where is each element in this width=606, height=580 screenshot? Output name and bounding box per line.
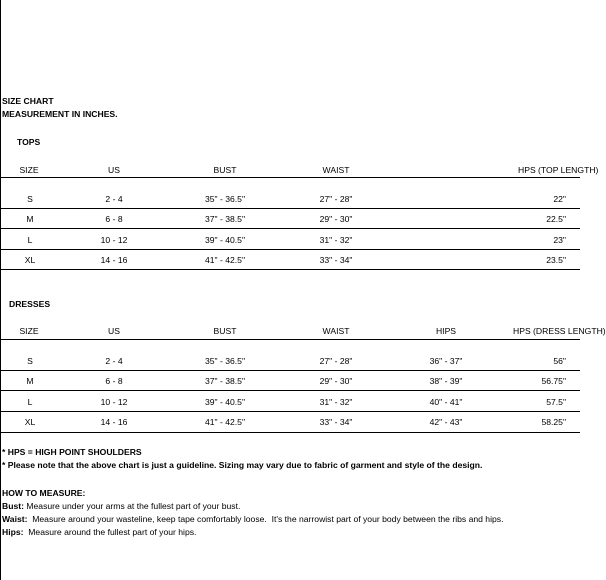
dresses-row-l-us: 10 - 12 xyxy=(100,397,128,407)
dresses-row-xl-hips: 42" - 43" xyxy=(429,417,463,427)
page-title: SIZE CHART xyxy=(2,96,54,106)
tops-row-xl-waist: 33" - 34" xyxy=(319,255,353,265)
dresses-header-us: US xyxy=(108,326,120,336)
tops-row-s-bust: 35" - 36.5" xyxy=(204,194,246,204)
dresses-row-xl-hps: 58.25" xyxy=(541,417,566,427)
tops-row-m-hps: 22.5" xyxy=(546,214,566,224)
dresses-row-rule xyxy=(0,370,580,371)
tops-row-m-waist: 29" - 30" xyxy=(319,214,353,224)
tops-row-s-waist: 27" - 28" xyxy=(319,194,353,204)
dresses-row-xl-bust: 41" - 42.5" xyxy=(204,417,246,427)
measure-waist-term: Waist: xyxy=(2,514,28,524)
tops-row-l-bust: 39" - 40.5" xyxy=(204,235,246,245)
measure-hips-term: Hips: xyxy=(2,527,24,537)
tops-row-l-hps: 23" xyxy=(553,235,566,245)
measure-hips-line xyxy=(2,528,196,537)
dresses-row-l-hips: 40" - 41" xyxy=(429,397,463,407)
tops-header-bust: BUST xyxy=(213,165,237,175)
how-to-measure-title: HOW TO MEASURE: xyxy=(2,488,86,498)
measure-waist-line xyxy=(2,515,503,524)
tops-row-s-us: 2 - 4 xyxy=(105,194,123,204)
dresses-header-hips: HIPS xyxy=(435,326,457,336)
tops-row-s-hps: 22" xyxy=(553,194,566,204)
tops-row-xl-hps: 23.5" xyxy=(546,255,566,265)
dresses-row-xl-waist: 33" - 34" xyxy=(319,417,353,427)
dresses-row-rule xyxy=(0,411,580,412)
dresses-header-waist: WAIST xyxy=(322,326,350,336)
tops-row-l-us: 10 - 12 xyxy=(100,235,128,245)
tops-row-m-size: M xyxy=(26,214,34,224)
measure-hips-text: Measure around the fullest part of your hips. xyxy=(23,527,197,537)
dresses-row-m-hps: 56.75" xyxy=(541,376,566,386)
dresses-table-bottom-rule xyxy=(0,432,580,433)
tops-row-xl-size: XL xyxy=(24,255,36,265)
measure-bust-term: Bust: xyxy=(2,501,24,511)
dresses-row-l-size: L xyxy=(27,397,33,407)
tops-header-us: US xyxy=(108,165,120,175)
guideline-note: * Please note that the above chart is just a guideline. Sizing may vary due to fabric of garment and style of the design. xyxy=(2,460,483,470)
dresses-row-s-hps: 56" xyxy=(553,356,566,366)
tops-header-waist: WAIST xyxy=(322,165,350,175)
dresses-row-s-bust: 35" - 36.5" xyxy=(204,356,246,366)
tops-row-xl-bust: 41" - 42.5" xyxy=(204,255,246,265)
dresses-row-l-hps: 57.5" xyxy=(546,397,566,407)
measure-bust-text: Measure under your arms at the fullest part of your bust. xyxy=(23,501,241,511)
tops-row-s-size: S xyxy=(27,194,33,204)
dresses-header-hps: HPS (DRESS LENGTH) xyxy=(513,326,606,336)
left-border xyxy=(0,0,1,580)
tops-header-hps: HPS (TOP LENGTH) xyxy=(518,165,599,175)
tops-section-label: TOPS xyxy=(17,137,41,147)
tops-table-bottom-rule xyxy=(0,269,580,270)
dresses-row-s-hips: 36" - 37" xyxy=(429,356,463,366)
tops-header-size: SIZE xyxy=(19,165,39,175)
hps-note: * HPS = HIGH POINT SHOULDERS xyxy=(2,447,142,457)
tops-row-rule xyxy=(0,228,580,229)
dresses-row-m-bust: 37" - 38.5" xyxy=(204,376,246,386)
tops-row-rule xyxy=(0,249,580,250)
dresses-header-bust: BUST xyxy=(213,326,237,336)
dresses-header-size: SIZE xyxy=(19,326,39,336)
dresses-row-xl-us: 14 - 16 xyxy=(100,417,128,427)
page-subtitle: MEASUREMENT IN INCHES. xyxy=(2,109,118,119)
dresses-row-l-bust: 39" - 40.5" xyxy=(204,397,246,407)
dresses-row-s-size: S xyxy=(27,356,33,366)
dresses-row-m-size: M xyxy=(26,376,34,386)
tops-row-m-us: 6 - 8 xyxy=(105,214,123,224)
tops-row-m-bust: 37" - 38.5" xyxy=(204,214,246,224)
dresses-section-label: DRESSES xyxy=(9,299,51,309)
measure-bust-line xyxy=(2,502,240,511)
dresses-row-m-us: 6 - 8 xyxy=(105,376,123,386)
dresses-row-xl-size: XL xyxy=(24,417,36,427)
dresses-row-m-waist: 29" - 30" xyxy=(319,376,353,386)
tops-row-rule xyxy=(0,208,580,209)
dresses-row-s-waist: 27" - 28" xyxy=(319,356,353,366)
dresses-row-m-hips: 38" - 39" xyxy=(429,376,463,386)
tops-header-rule xyxy=(0,177,580,178)
dresses-row-rule xyxy=(0,390,580,391)
measure-waist-text: Measure around your wasteline, keep tape comfortably loose. It's the narrowist part of your body between the ribs and hips. xyxy=(27,514,504,524)
dresses-row-l-waist: 31" - 32" xyxy=(319,397,353,407)
tops-row-l-size: L xyxy=(27,235,33,245)
dresses-header-rule xyxy=(0,339,580,340)
tops-row-l-waist: 31" - 32" xyxy=(319,235,353,245)
tops-row-xl-us: 14 - 16 xyxy=(100,255,128,265)
dresses-row-s-us: 2 - 4 xyxy=(105,356,123,366)
